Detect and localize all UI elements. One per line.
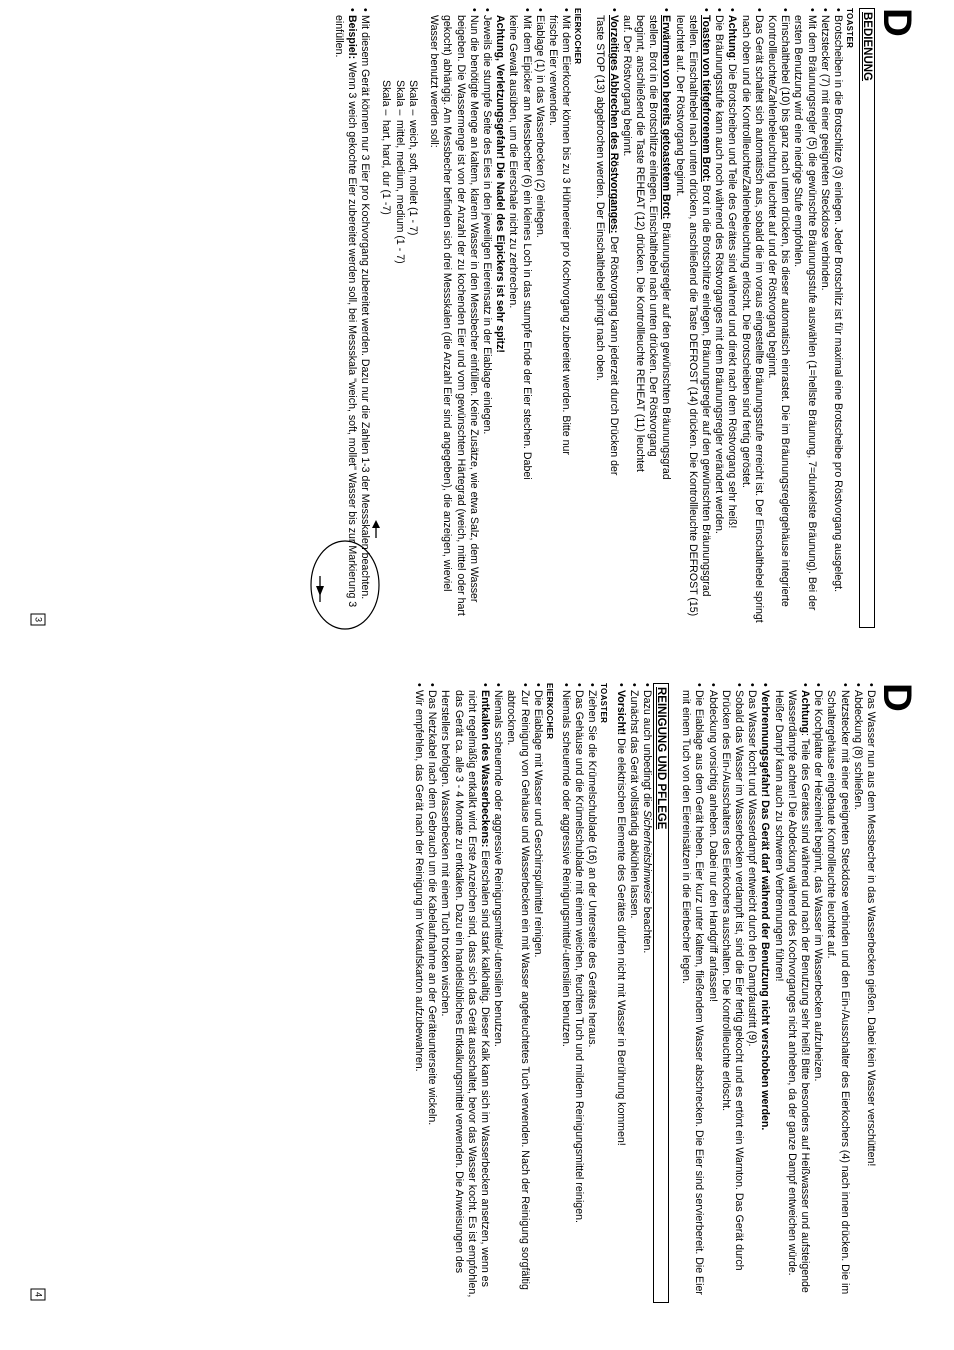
egg-cont-1: • Das Wasser nun aus dem Messbecher in das Wasserbecken gießen. Dabei kein Wasser verschütten! [864, 683, 877, 1303]
scale-value: weich, soft, mollet (1 - 7) [406, 120, 419, 236]
toaster-step-5: • Das Gerät schaltet sich automatisch aus, sobald die im voraus eingestellte Bräunungsstufe erreicht ist. Der Einschalthebel springt nach oben und die Kontrollleuchte/Zahlenbeleuchtung erlöscht. Die Brotscheiben sind fertig geröstet. [738, 8, 764, 628]
warning-lead: Achtung [798, 690, 811, 733]
stop-lead: Vorzeitiges Abbrechen des Röstvorganges: [607, 15, 620, 234]
subheading-eierkocher: EIERKOCHER [544, 683, 554, 740]
toaster-frozen-bread [672, 8, 712, 628]
clean-descaling [438, 683, 491, 1303]
language-letter: D [875, 8, 919, 37]
frozen-text: Brot in die Brotschlitze einlegen, Bräunungsregler auf den gewünschten Bräunungsgrad stellen. Einschalthebel nach unten drücken, anschließend die Taste DEFROST (14) drücken. Die Kontrollleuchte DEFROST (15) leuchtet auf. Der Röstvorgang beginnt. [673, 15, 712, 617]
clean-caution [613, 683, 626, 1303]
egg-icon [311, 541, 379, 629]
scale-row [406, 8, 419, 628]
clean-toaster-3: • Niemals scheuernde oder aggressive Reinigungsmittel/-utensilien benutzen. [559, 683, 572, 1303]
toaster-step-2: • Netzstecker (7) mit einer geeigneten Steckdose verbinden. [818, 8, 831, 628]
example-lead: Beispiel: [346, 15, 359, 60]
toaster-step-7: • Die Bräunungsstufe kann auch noch während des Röstvorganges mit dem Bräunungsregler verändert werden. [712, 8, 725, 628]
page-3-content [17, 8, 917, 628]
clean-1 [640, 683, 653, 1303]
subheading-eierkocher: EIERKOCHER [573, 8, 583, 65]
manual-page-4 [0, 675, 954, 1350]
caution-text: Die elektrischen Elemente des Gerätes dürfen nicht mit Wasser in Berührung kommen! [614, 735, 627, 1146]
clean-egg-1: • Die Eiablage mit Wasser und Geschirrspülmittel reinigen. [531, 683, 544, 1303]
section-title-reinigung: REINIGUNG UND PFLEGE [653, 683, 669, 1303]
egg-needle-illustration [300, 520, 390, 640]
egg-cont-9: • Abdeckung vorsichtig anheben. Dabei nur den Handgriff anfassen! [705, 683, 718, 1303]
section-title-bedienung: BEDIENUNG [859, 8, 875, 628]
reheat-lead: Erwärmen von bereits getoastetem Brot: [660, 15, 673, 220]
reheat-text: Bräunungsregler auf den gewünschten Bräunungsgrad stellen. Brot in die Brotschlitze einlegen. Einschalthebel nach unten drücken. Der Röstvorgang beginnt, anschließend die Taste REHEAT (12) drücken. Die Kontrollleuchte REHEAT (11) leuchtet auf. Der Röstvorgang beginnt. [620, 15, 673, 480]
egg-cont-2: • Abdeckung (8) schließen. [851, 683, 864, 1303]
stop-text: Der Röstvorgang kann jederzeit durch Drücken der Taste STOP (13) abgebrochen werden. Der Einschalthebel springt nach oben. [594, 15, 620, 476]
egg-cont-burn-warning: • Verbrennungsgefahr! Das Gerät darf während der Benutzung nicht verschoben werden. [758, 683, 771, 1303]
frozen-lead: Toasten von tiefgefrorenem Brot: [699, 15, 712, 182]
subheading-toaster: TOASTER [599, 683, 609, 724]
scale-row [393, 8, 406, 628]
scale-label: Skala – [393, 80, 406, 116]
clean-1-end: beachten. [640, 903, 653, 954]
caution-lead: Vorsicht! [614, 690, 627, 736]
scale-label: Skala – [406, 80, 419, 116]
warning-lead: Achtung [726, 15, 739, 58]
egg-cont-3: • Netzstecker mit einer geeigneten Steckdose verbinden und den Ein-/Ausschalter des Eierkochers (4) nach innen drücken. Die im Schaltergehäuse eingebaute Kontrollleuchte leuchtet auf. [824, 683, 850, 1303]
egg-step-4: • Jeweils die stumpfe Seite des Eies in den jeweiligen Eiereinsatz in der Eiablage einlegen. [480, 8, 493, 485]
toaster-warning [725, 8, 738, 628]
toaster-step-4: • Einschalthebel (10) bis ganz nach unten drücken, bis dieser automatisch einrastet. Die im Bräunungsreglergehäuse integrierte Kontrollleuchte/Zahlenbeleuchtung leuchtet auf und der Röstvorgang beginnt. [765, 8, 791, 628]
egg-cont-7: • Das Wasser kocht und Wasserdampf entweicht durch den Dampfaustritt (9). [745, 683, 758, 1303]
clean-toaster-1: • Ziehen Sie die Krümelschublade (16) an der Unterseite des Gerätes heraus. [585, 683, 598, 1303]
egg-step-1: • Mit dem Eierkocher können bis zu 3 Hühnereier pro Kochvorgang zubereitet werden. Bitte nur frische Eier verwenden. [546, 8, 572, 485]
descaling-text: Eierschalen sind stark kalkhaltig. Dieser Kalk kann sich im Wasserbecken ansetzen, wenn es nicht regelmäßig entkalkt wird. Erste Anzeichen sind, dass sich das Gerät ausschaltet, bevor das Wasser kocht. Es ist empfohlen, das Gerät ca. alle 3 - 4 Monate zu entkalken. Dazu ein handelsübliches Entkalkungsmittel verwenden. Die Anweisungen des Herstellers befolgen. Wasserbecken mit einem Tuch trocken wischen. [439, 690, 491, 1298]
descaling-lead: Entkalken des Wasserbeckens: [478, 690, 491, 848]
language-letter: D [875, 683, 919, 712]
egg-needle-warning: Achtung, Verletzungsgefahr! Die Nadel des Eipickers ist sehr spitz! [494, 15, 507, 353]
toaster-step-1: • Brotscheiben in die Brotschlitze (3) einlegen. Jeder Brotschlitz ist für maximal eine Brotscheibe pro Röstvorgang ausgelegt. [831, 8, 844, 628]
scale-label: Skala – [380, 80, 393, 116]
clean-storage: • Wir empfehlen, das Gerät nach der Reinigung im Verkaufskarton aufzubewahren. [412, 683, 425, 1303]
example-text: Wenn 3 weich gekochte Eier zubereitet werden soll, bei Messskala "weich, soft, mollet" Wasser bis zur Markierung 3 einfüllen. [332, 15, 359, 608]
page-number: 3 [31, 614, 46, 626]
subheading-toaster: TOASTER [845, 8, 854, 49]
toaster-reheat [620, 8, 673, 485]
egg-cont-10: • Die Eiablage aus dem Gerät heben. Eier kurz unter kaltem, fließendem Wasser abschrecken. Die Eier sind servierbereit. Die Eier mit einem Tuch von den Eiereinsätzen in die Eierbecher legen. [679, 683, 705, 1303]
page-number: 4 [31, 1289, 46, 1301]
clean-cable: • Das Netzkabel nach dem Gebrauch um die Kabelaufnahme an der Geräteunterseite wickeln. [425, 683, 438, 1303]
toaster-step-3: • Mit dem Bräunungsregler (5) die gewünschte Bräunungsstufe auswählen (1=hellste Bräunung, 7=dunkelste Bräunung). Bei der ersten Benutzung wird eine niedrige Stufe empfohlen. [791, 8, 817, 628]
warning-text: : Teile des Gerätes sind während und nach der Benutzung sehr heiß! Bitte besonders auf Heißwasser und aufsteigende Wasserdämpfe achten! Die Abdeckung während des Kochvorganges nicht anheben, da der ganze Dampf entweichen würde. Heißer Dampf kann auch zu schweren Verbrennungen führen! [772, 690, 811, 1293]
egg-cont-4: • Die Kochplatte der Heizeinheit beginnt, das Wasser im Wasserbecken aufzuheizen. [811, 683, 824, 1303]
egg-step-6: • Mit diesem Gerät können nur 3 Eier pro Kochvorgang zubereitet werden. Dazu nur die Zahlen 1-3 der Messskalen beachten. [358, 8, 371, 628]
egg-cont-warning [771, 683, 811, 1303]
scale-value: hart, hard, dur (1 -7) [380, 120, 393, 215]
clean-toaster-2: • Das Gehäuse und die Krümelschublade mit einem weichen, feuchten Tuch und mildem Reinigungsmittel reinigen. [572, 683, 585, 1303]
warning-text: : Die Brotscheiben und Teile des Gerätes sind während und direkt nach dem Röstvorgang sehr heiß! [726, 57, 739, 529]
egg-step-2: • Eiablage (1) in das Wasserbecken (2) einlegen. [533, 8, 546, 628]
safety-notes-ref: Sicherheitshinweise [640, 810, 653, 904]
egg-cont-8: • Sobald das Wasser im Wasserbecken verdampft ist, sind die Eier fertig gekocht und es ertönt ein Warnton. Das Gerät durch Drücken des Ein-/Ausschalters des Eierkochers ausschalten. Die Kontrollleuchte erlöscht. [719, 683, 745, 1303]
clean-egg-3: • Niemals scheuernde oder aggressive Reinigungsmittel/-utensilien benutzen. [491, 683, 504, 1303]
clean-2: • Zunächst das Gerät vollständig abkühlen lassen. [627, 683, 640, 1303]
scale-value: mittel, medium, medium (1 - 7) [393, 120, 406, 264]
egg-step-5: • Nun die benötigte Menge an kaltem, klarem Wasser in den Messbecher einfüllen. Keine Zusätze, wie etwa Salz, dem Wasser beigeben. Die Wassermenge ist von der Anzahl der zu kochenden Eier und vom gewünschten Härtegrad (weich, mittel oder hart gekocht) abhängig. Am Messbecher befinden sich drei Messskalen (die Anzahl Eier sind angegeben), die anzeigen, wieviel Wasser benutzt werden soll: [427, 8, 480, 628]
toaster-stop [593, 8, 619, 485]
clean-1-text: Dazu auch unbedingt die [640, 690, 653, 811]
page-4-content [17, 683, 917, 1303]
clean-egg-2: • Zur Reinigung von Gehäuse und Wasserbecken ein mit Wasser angefeuchtetes Tuch verwenden. Nach der Reinigung sorgfältig abtrocknen. [504, 683, 530, 1303]
egg-step-3: • Mit dem Eipicker am Messbecher (6) ein kleines Loch in das stumpfe Ende der Eier stechen. Dabei keine Gewalt ausüben, um die Eierschale nicht zu zerbrechen. [506, 8, 532, 485]
